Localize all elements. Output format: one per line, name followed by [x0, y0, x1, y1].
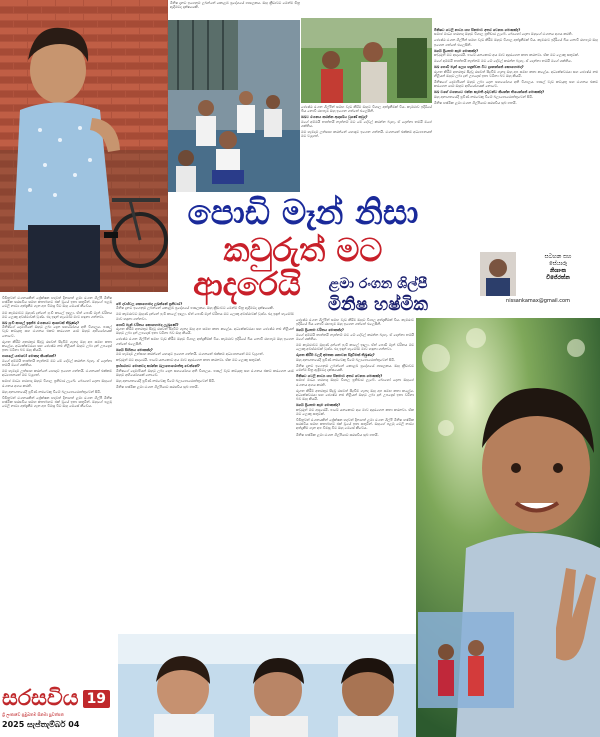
- headline-line2: කවුරුත් මට: [223, 231, 383, 269]
- middle-right-column: ජ්‍යෙෂ්ඨ රංගන ශිල්පීන් සමඟ වැඩ කිරීම ඔහුට විශාල අත්දැකීමක් විය. කැමරාව ඉදිරියේ බිය නොවී රඟපෑම ඔහු ඉගෙන ගත්තේ එලෙසිනි. ඔබේ ප්‍රියතම චරිතය මොකක්ද? මගේ අම්මයි තාත්තයි නැත්නම් මට මේ දේවල් කරන්න බැහැ. ඒ දෙන්නා තමයි මගේ ශක්තිය. මම කැමරාවට මුහුණ දුන්නේ පුංචි කාලේ ඉඳලා. ඒත් පොඩි මෑන් චරිතය මට ලොකු අවස්ථාවක් වුණා. එදා ඉඳන් හැමෝම මාව හඳුනා ගන්නවා. රූගත කිරීම් වලදී අමතක නොවන සිදුවීමක් තිබුණද? ඔහු අනාගතයේදී ප්‍රවීණ නළුවෙකු වීමේ බලාපොරොත්තුවෙන් සිටී. මිනිෂ දැනට ඉගෙනුම ලබන්නේ කොළඹ ප්‍රදේශයේ පාසලකය. ඔහු ක්‍රීඩාවට මෙන්ම චිත්‍ර ඇඳීමටද දක්ෂයෙකි. මිනිෂට ටෙලි නාට්‍ය සහ සිනමාව අතර වෙනස මොකක්ද? සමාජ මාධ්‍ය හරහාද ඔහුට විශාල ප්‍රතිචාර ලැබේ. බොහෝ දෙනා ඔහුගේ රංගනය අගය කරති. රූගත කිරීම් අතරතුර සිදුවූ රසවත් සිදුවීම් ගැනද ඔහු අප සමඟ කතා කළේය. අධ්‍යක්ෂවරයා සහ ජ්‍යෙෂ්ඨ නළු නිළියන් ඔහුට ලබා දුන් උපදෙස් ඉතා වටිනා බව ඔහු කියයි. ඔබේ ප්‍රියතම කෑම මොකක්ද? කවුරුත් මට ආදරෙයි. පාරේ යනකොට අය මාව අඳුරගෙන කතා කරනවා. ඒක මට ලොකු සතුටක්. විචිත්‍රවත් රංගනයකින් ප්‍රේක්ෂක හදවත් දිනාගත් ළමා රංගන ශිල්පී මිනිෂ හෂ්මික සරසවිය සමඟ කතාබහට එක් වූයේ ඉතා සතුටින්. ඔහුගේ පළමු ටෙලි නාට්‍ය අත්දැකීම ගැන අප විමසූ විට ඔහු මෙසේ කීවේය. මිනිෂ හෂ්මික ළමා රංගන ශිල්පියාට සරසවිය සුබ පතයි.: [296, 318, 414, 437]
- footer-tagline: ශ්‍රී ලංකාවේ ප්‍රමුඛතම සිනමා පුවත්පත: [2, 712, 64, 717]
- boy-bicycle-photo: [0, 0, 168, 292]
- byline-role: සේයාරූ: [548, 261, 568, 267]
- subhead-line2: මිනිෂ හෂ්මික: [328, 294, 428, 315]
- page-number: 19: [83, 690, 110, 708]
- byline-email: nissankamax@gmail.com: [506, 298, 570, 304]
- footer: [2, 686, 116, 736]
- byline: [518, 254, 598, 282]
- subhead-line1: ළමා රංගන ශිල්පී: [328, 276, 428, 292]
- headline-line1: පොඩි මෑන් නිසා: [187, 193, 419, 233]
- top-center-text: මිනිෂ දැනට ඉගෙනුම ලබන්නේ කොළඹ ප්‍රදේශයේ පාසලකය. ඔහු ක්‍රීඩාවට මෙන්ම චිත්‍ර ඇඳීමටද දක්ෂයෙකි.: [170, 1, 300, 10]
- middle-upper-column: ජ්‍යෙෂ්ඨ රංගන ශිල්පීන් සමඟ වැඩ කිරීම ඔහුට විශාල අත්දැකීමක් විය. කැමරාව ඉදිරියේ බිය නොවී රඟපෑම ඔහු ඉගෙන ගත්තේ එලෙසිනි. ඔබට රංගනය කරන්න ආදර්ශය වුණේ කවුද? මගේ අම්මයි තාත්තයි නැත්නම් මට මේ දේවල් කරන්න බැහැ. ඒ දෙන්නා තමයි මගේ ශක්තිය. මම හැමදාම උත්සාහ කරන්නේ හොඳට ඉගෙන ගන්නයි. රංගනයත් එක්කම අධ්‍යාපනයත් මට වැදගත්.: [301, 105, 432, 139]
- center-column: මේ දවස්වල කොහොමද ලබන්නේ ප්‍රතිචාර? මිනිෂ දැනට ඉගෙනුම ලබන්නේ කොළඹ ප්‍රදේශයේ පාසලකය. ඔහු ක්‍රීඩාවට මෙන්ම චිත්‍ර ඇඳීමටද දක්ෂයෙකි. මම කැමරාවට මුහුණ දුන්නේ පුංචි කාලේ ඉඳලා. ඒත් පොඩි මෑන් චරිතය මට ලොකු අවස්ථාවක් වුණා. එදා ඉඳන් හැමෝම මාව හඳුනා ගන්නවා. පොඩි මෑන් චරිතය කොහොමද ලැබුණේ? රූගත කිරීම් අතරතුර සිදුවූ රසවත් සිදුවීම් ගැනද ඔහු අප සමඟ කතා කළේය. අධ්‍යක්ෂවරයා සහ ජ්‍යෙෂ්ඨ නළු නිළියන් ඔහුට ලබා දුන් උපදෙස් ඉතා වටිනා බව ඔහු කියයි. ජ්‍යෙෂ්ඨ රංගන ශිල්පීන් සමඟ වැඩ කිරීම ඔහුට විශාල අත්දැකීමක් විය. කැමරාව ඉදිරියේ බිය නොවී රඟපෑම ඔහු ඉගෙන ගත්තේ එලෙසිනි. ඔබේ සිහිනය මොකක්ද? මම හැමදාම උත්සාහ කරන්නේ හොඳට ඉගෙන ගන්නයි. රංගනයත් එක්කම අධ්‍යාපනයත් මට වැදගත්. කවුරුත් මට ආදරෙයි. පාරේ යනකොට අය මාව අඳුරගෙන කතා කරනවා. ඒක මට ලොකු සතුටක්. ඉස්සරහට මොනවද කරන්න බලාපොරොත්තු වෙන්නේ? මිනිෂගේ දෙමාපියන් ඔහුට ලබා දෙන සහයෝගය අති විශාලය. පාසල් වැඩ කටයුතු සහ රංගනය එකට කරගෙන යාම ඔහුට අභියෝගයක් නොවේ. ඔහු අනාගතයේදී ප්‍රවීණ නළුවෙකු වීමේ බලාපොරොත්තුවෙන් සිටී. මිනිෂ හෂ්මික ළමා රංගන ශිල්පියාට සරසවිය සුබ පතයි.: [116, 302, 294, 390]
- classroom-photo: [168, 20, 300, 192]
- bottom-photo-strip: [118, 634, 416, 737]
- left-column: විචිත්‍රවත් රංගනයකින් ප්‍රේක්ෂක හදවත් දිනාගත් ළමා රංගන ශිල්පී මිනිෂ හෂ්මික සරසවිය සමඟ කතාබහට එක් වූයේ ඉතා සතුටින්. ඔහුගේ පළමු ටෙලි නාට්‍ය අත්දැකීම ගැන අප විමසූ විට ඔහු මෙසේ කීවේය. මම කැමරාවට මුහුණ දුන්නේ පුංචි කාලේ ඉඳලා. ඒත් පොඩි මෑන් චරිතය මට ලොකු අවස්ථාවක් වුණා. එදා ඉඳන් හැමෝම මාව හඳුනා ගන්නවා. ඔබ පුංචි කාලේ ඉඳන්ම රංගනයට ආශාවක් තිබුණද? මිනිෂගේ දෙමාපියන් ඔහුට ලබා දෙන සහයෝගය අති විශාලය. පාසල් වැඩ කටයුතු සහ රංගනය එකට කරගෙන යාම ඔහුට අභියෝගයක් නොවේ. රූගත කිරීම් අතරතුර සිදුවූ රසවත් සිදුවීම් ගැනද ඔහු අප සමඟ කතා කළේය. අධ්‍යක්ෂවරයා සහ ජ්‍යෙෂ්ඨ නළු නිළියන් ඔහුට ලබා දුන් උපදෙස් ඉතා වටිනා බව ඔහු කියයි. පාසලේ යාළුවෝ මොකද කියන්නේ? මගේ අම්මයි තාත්තයි නැත්නම් මට මේ දේවල් කරන්න බැහැ. ඒ දෙන්නා තමයි මගේ ශක්තිය. මම හැමදාම උත්සාහ කරන්නේ හොඳට ඉගෙන ගන්නයි. රංගනයත් එක්කම අධ්‍යාපනයත් මට වැදගත්. සමාජ මාධ්‍ය හරහාද ඔහුට විශාල ප්‍රතිචාර ලැබේ. බොහෝ දෙනා ඔහුගේ රංගනය අගය කරති. ඔහු අනාගතයේදී ප්‍රවීණ නළුවෙකු වීමේ බලාපොරොත්තුවෙන් සිටී. විචිත්‍රවත් රංගනයකින් ප්‍රේක්ෂක හදවත් දිනාගත් ළමා රංගන ශිල්පී මිනිෂ හෂ්මික සරසවිය සමඟ කතාබහට එක් වූයේ ඉතා සතුටින්. ඔහුගේ පළමු ටෙලි නාට්‍ය අත්දැකීම ගැන අප විමසූ විට ඔහු මෙසේ කීවේය.: [2, 296, 112, 409]
- portrait-photo: [416, 318, 600, 737]
- two-boys-photo: [301, 18, 432, 103]
- brand-logo: සරසවිය: [2, 686, 79, 711]
- byline-prefix: සටහන සහ: [544, 254, 572, 260]
- byline-photo: [480, 252, 516, 296]
- headline-line3: ආදරෙයි: [193, 265, 301, 303]
- byline-name2: විජේරත්න: [546, 275, 570, 281]
- byline-name1: නිශාංක: [549, 268, 567, 274]
- right-top-column: මිනිෂට ටෙලි නාට්‍ය සහ සිනමාව අතර වෙනස මොකක්ද? සමාජ මාධ්‍ය හරහාද ඔහුට විශාල ප්‍රතිචාර ලැබේ. බොහෝ දෙනා ඔහුගේ රංගනය අගය කරති. ජ්‍යෙෂ්ඨ රංගන ශිල්පීන් සමඟ වැඩ කිරීම ඔහුට විශාල අත්දැකීමක් විය. කැමරාව ඉදිරියේ බිය නොවී රඟපෑම ඔහු ඉගෙන ගත්තේ එලෙසිනි. ඔබේ ප්‍රියතම කෑම මොකක්ද? කවුරුත් මට ආදරෙයි. පාරේ යනකොට අය මාව අඳුරගෙන කතා කරනවා. ඒක මට ලොකු සතුටක්. මගේ අම්මයි තාත්තයි නැත්නම් මට මේ දේවල් කරන්න බැහැ. ඒ දෙන්නා තමයි මගේ ශක්තිය. ඔබ පොඩි මෑන් ලෙස හඳුන්වන විට දැනෙන්නේ කොහොමද? රූගත කිරීම් අතරතුර සිදුවූ රසවත් සිදුවීම් ගැනද ඔහු අප සමඟ කතා කළේය. අධ්‍යක්ෂවරයා සහ ජ්‍යෙෂ්ඨ නළු නිළියන් ඔහුට ලබා දුන් උපදෙස් ඉතා වටිනා බව ඔහු කියයි. මිනිෂගේ දෙමාපියන් ඔහුට ලබා දෙන සහයෝගය අති විශාලය. පාසල් වැඩ කටයුතු සහ රංගනය එකට කරගෙන යාම ඔහුට අභියෝගයක් නොවේ. ඔබ වගේ රංගනයට එන්න කැමති දරුවන්ට කියන්න තියෙන්නේ මොකක්ද? ඔහු අනාගතයේදී ප්‍රවීණ නළුවෙකු වීමේ බලාපොරොත්තුවෙන් සිටී. මිනිෂ හෂ්මික ළමා රංගන ශිල්පියාට සරසවිය සුබ පතයි.: [434, 28, 598, 105]
- footer-date: 2025 සැප්තැම්බර් 04: [2, 720, 80, 729]
- footer-brand: [2, 686, 116, 711]
